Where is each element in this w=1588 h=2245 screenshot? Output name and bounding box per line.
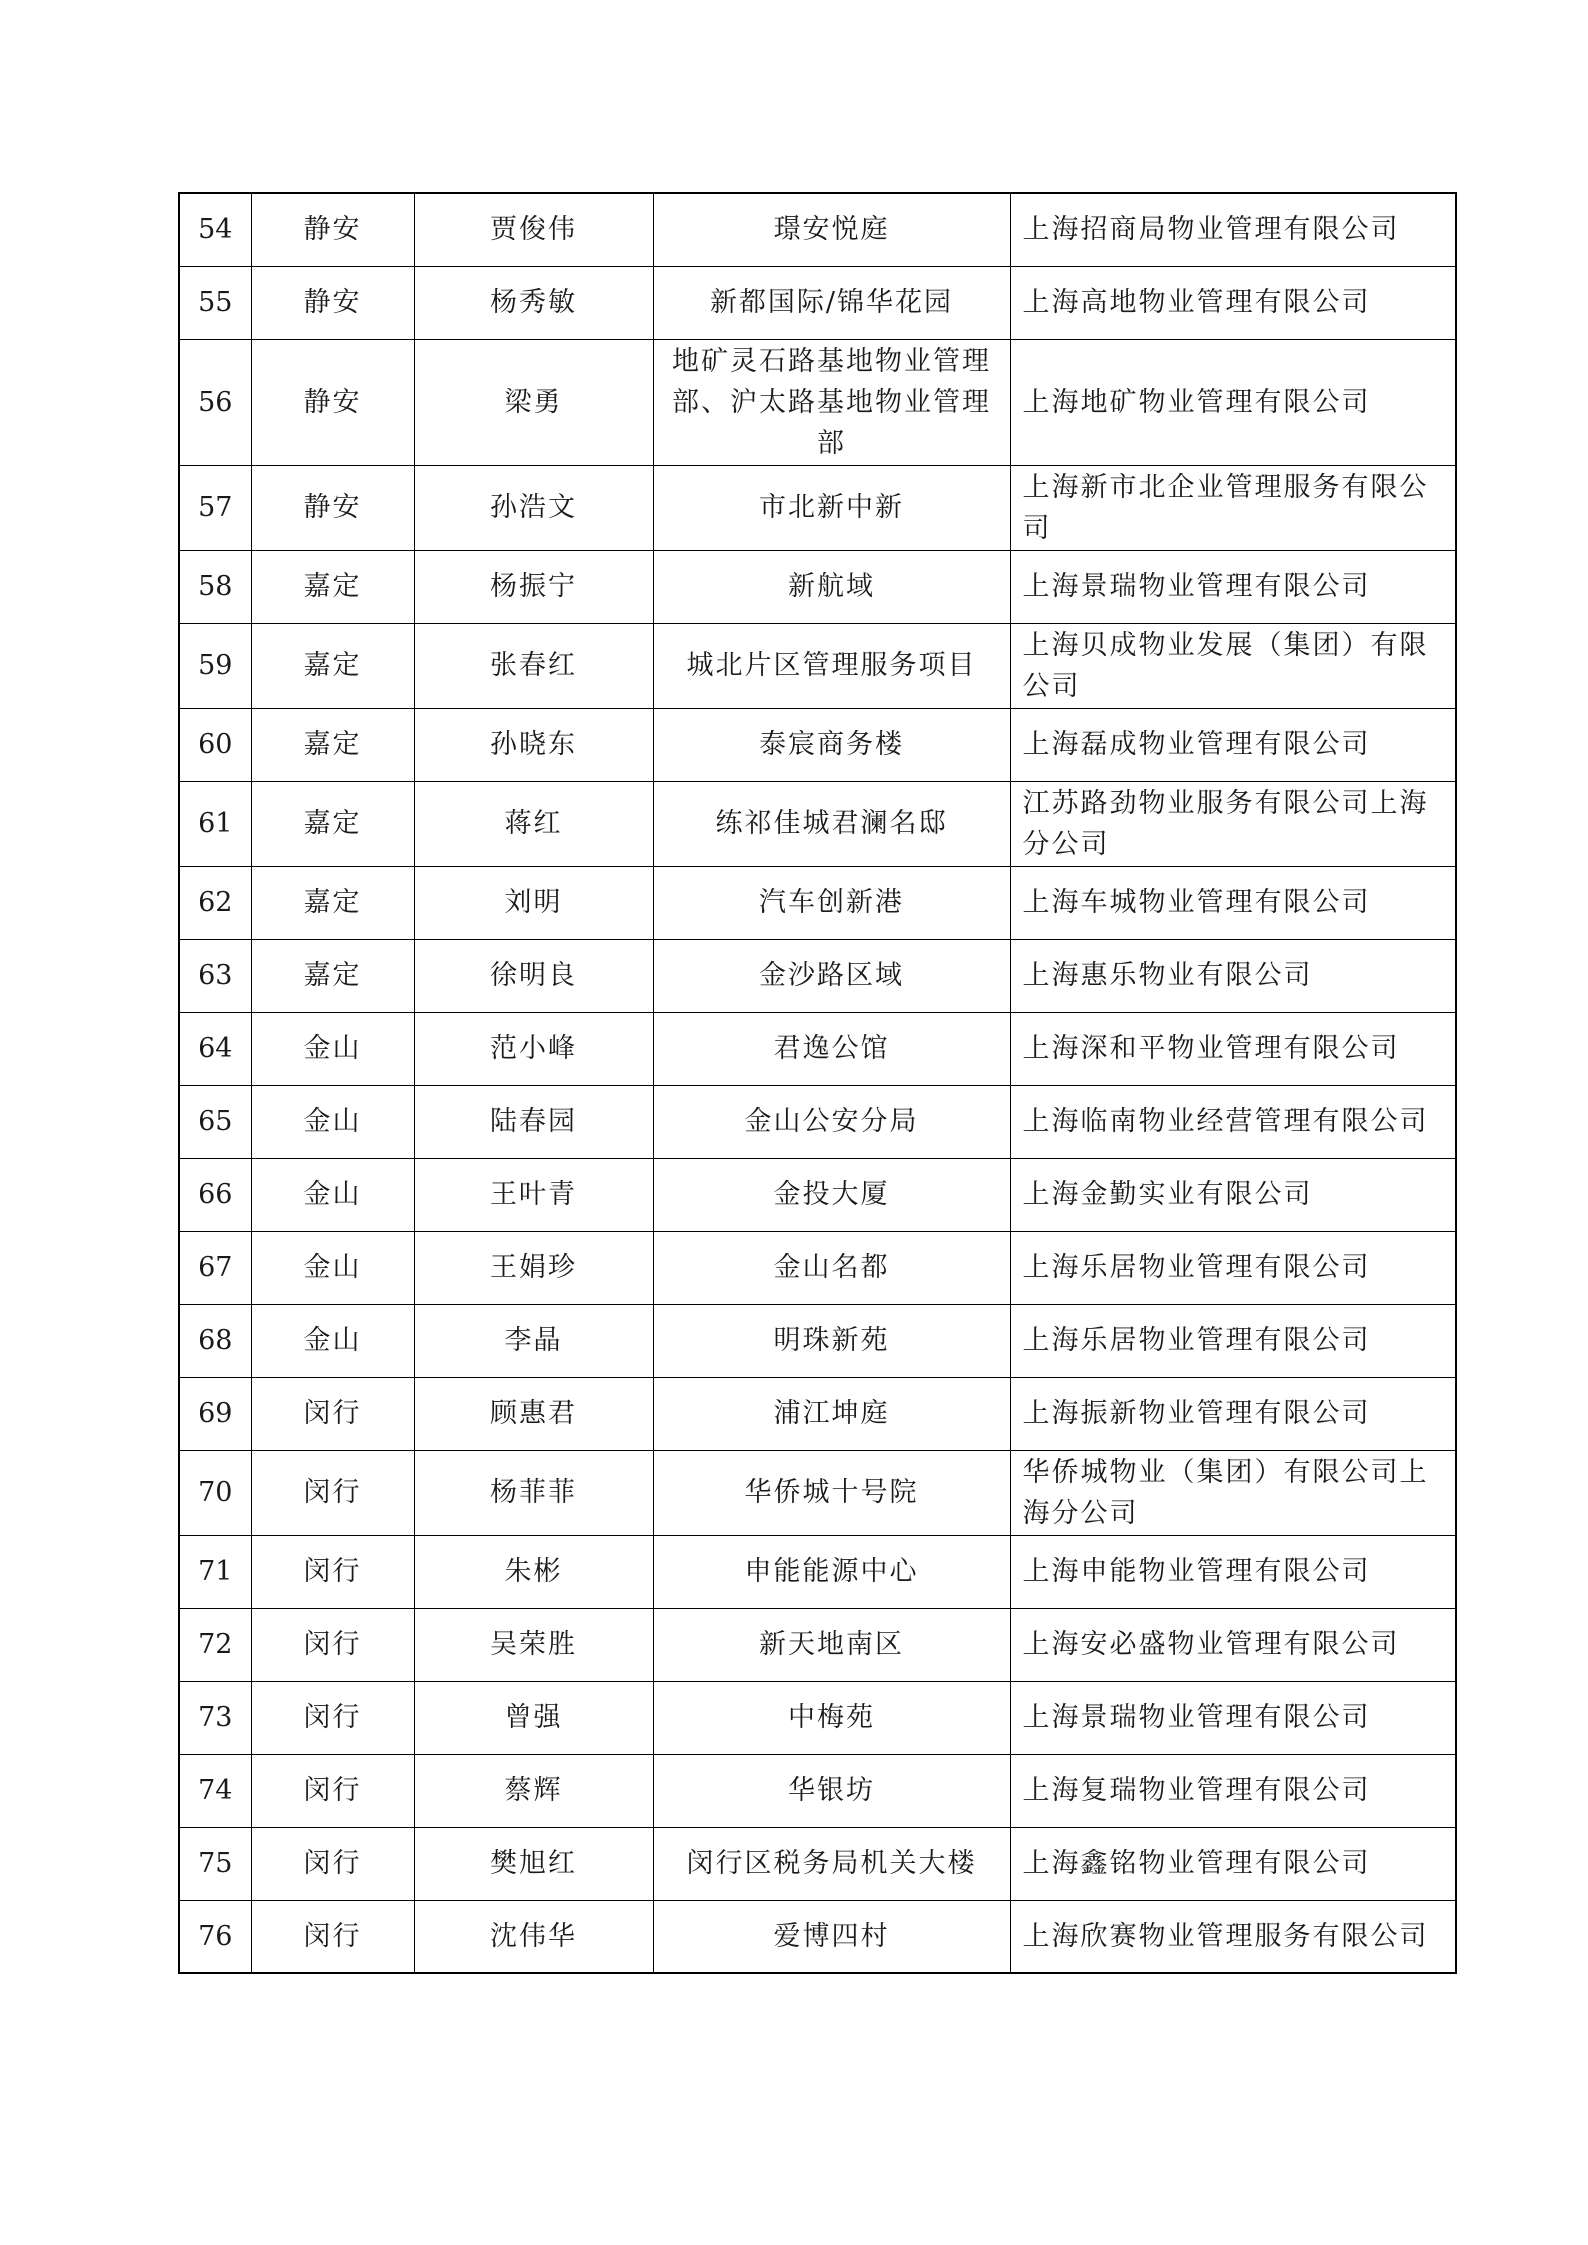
- company-cell: 上海复瑞物业管理有限公司: [1010, 1754, 1456, 1827]
- table-row: [179, 1377, 1456, 1450]
- row-number: 59: [179, 623, 251, 708]
- project-cell: 金山名都: [653, 1231, 1010, 1304]
- table-row: [179, 708, 1456, 781]
- row-number: 56: [179, 339, 251, 465]
- company-cell: 上海鑫铭物业管理有限公司: [1010, 1827, 1456, 1900]
- project-cell: 地矿灵石路基地物业管理部、沪太路基地物业管理部: [653, 339, 1010, 465]
- manager-name-cell: 杨菲菲: [414, 1450, 653, 1535]
- table-row: [179, 781, 1456, 866]
- table-row: [179, 1158, 1456, 1231]
- company-cell: 上海地矿物业管理有限公司: [1010, 339, 1456, 465]
- district-cell: 静安: [251, 465, 414, 550]
- manager-name-cell: 孙晓东: [414, 708, 653, 781]
- manager-name-cell: 张春红: [414, 623, 653, 708]
- manager-name-cell: 梁勇: [414, 339, 653, 465]
- district-cell: 闵行: [251, 1535, 414, 1608]
- company-cell: 上海贝成物业发展（集团）有限公司: [1010, 623, 1456, 708]
- manager-name-cell: 沈伟华: [414, 1900, 653, 1973]
- project-cell: 君逸公馆: [653, 1012, 1010, 1085]
- row-number: 76: [179, 1900, 251, 1973]
- row-number: 67: [179, 1231, 251, 1304]
- project-cell: 申能能源中心: [653, 1535, 1010, 1608]
- row-number: 55: [179, 266, 251, 339]
- table-row: [179, 266, 1456, 339]
- project-cell: 城北片区管理服务项目: [653, 623, 1010, 708]
- company-cell: 上海临南物业经营管理有限公司: [1010, 1085, 1456, 1158]
- row-number: 64: [179, 1012, 251, 1085]
- district-cell: 金山: [251, 1085, 414, 1158]
- row-number: 72: [179, 1608, 251, 1681]
- table-row: [179, 1231, 1456, 1304]
- district-cell: 闵行: [251, 1827, 414, 1900]
- row-number: 73: [179, 1681, 251, 1754]
- table-row: [179, 1608, 1456, 1681]
- table-row: [179, 465, 1456, 550]
- company-cell: 上海景瑞物业管理有限公司: [1010, 1681, 1456, 1754]
- project-cell: 泰宸商务楼: [653, 708, 1010, 781]
- row-number: 58: [179, 550, 251, 623]
- row-number: 57: [179, 465, 251, 550]
- table-row: [179, 550, 1456, 623]
- row-number: 74: [179, 1754, 251, 1827]
- company-cell: 上海车城物业管理有限公司: [1010, 866, 1456, 939]
- manager-name-cell: 贾俊伟: [414, 193, 653, 266]
- manager-name-cell: 刘明: [414, 866, 653, 939]
- row-number: 69: [179, 1377, 251, 1450]
- project-cell: 明珠新苑: [653, 1304, 1010, 1377]
- company-cell: 上海招商局物业管理有限公司: [1010, 193, 1456, 266]
- project-cell: 市北新中新: [653, 465, 1010, 550]
- row-number: 70: [179, 1450, 251, 1535]
- table-row: [179, 1085, 1456, 1158]
- district-cell: 金山: [251, 1012, 414, 1085]
- table-row: [179, 1827, 1456, 1900]
- project-cell: 金投大厦: [653, 1158, 1010, 1231]
- manager-name-cell: 孙浩文: [414, 465, 653, 550]
- company-cell: 上海振新物业管理有限公司: [1010, 1377, 1456, 1450]
- district-cell: 闵行: [251, 1900, 414, 1973]
- table-row: [179, 1012, 1456, 1085]
- project-cell: 华侨城十号院: [653, 1450, 1010, 1535]
- company-cell: 上海惠乐物业有限公司: [1010, 939, 1456, 1012]
- company-cell: 上海景瑞物业管理有限公司: [1010, 550, 1456, 623]
- company-cell: 上海高地物业管理有限公司: [1010, 266, 1456, 339]
- table-row: [179, 1450, 1456, 1535]
- district-cell: 嘉定: [251, 866, 414, 939]
- row-number: 66: [179, 1158, 251, 1231]
- table-row: [179, 1681, 1456, 1754]
- district-cell: 嘉定: [251, 939, 414, 1012]
- manager-name-cell: 樊旭红: [414, 1827, 653, 1900]
- manager-name-cell: 蔡辉: [414, 1754, 653, 1827]
- manager-name-cell: 蒋红: [414, 781, 653, 866]
- project-cell: 金沙路区域: [653, 939, 1010, 1012]
- row-number: 63: [179, 939, 251, 1012]
- row-number: 60: [179, 708, 251, 781]
- manager-name-cell: 朱彬: [414, 1535, 653, 1608]
- project-cell: 新都国际/锦华花园: [653, 266, 1010, 339]
- row-number: 62: [179, 866, 251, 939]
- company-cell: 华侨城物业（集团）有限公司上海分公司: [1010, 1450, 1456, 1535]
- table-row: [179, 1304, 1456, 1377]
- district-cell: 静安: [251, 193, 414, 266]
- table-row: [179, 1900, 1456, 1973]
- project-cell: 华银坊: [653, 1754, 1010, 1827]
- project-cell: 中梅苑: [653, 1681, 1010, 1754]
- district-cell: 静安: [251, 339, 414, 465]
- project-cell: 浦江坤庭: [653, 1377, 1010, 1450]
- manager-name-cell: 李晶: [414, 1304, 653, 1377]
- row-number: 61: [179, 781, 251, 866]
- row-number: 65: [179, 1085, 251, 1158]
- property-manager-table: [178, 192, 1457, 1974]
- table-row: [179, 866, 1456, 939]
- company-cell: 上海新市北企业管理服务有限公司: [1010, 465, 1456, 550]
- district-cell: 金山: [251, 1158, 414, 1231]
- table-row: [179, 1754, 1456, 1827]
- company-cell: 江苏路劲物业服务有限公司上海分公司: [1010, 781, 1456, 866]
- project-cell: 金山公安分局: [653, 1085, 1010, 1158]
- project-cell: 新航域: [653, 550, 1010, 623]
- project-cell: 汽车创新港: [653, 866, 1010, 939]
- district-cell: 嘉定: [251, 708, 414, 781]
- district-cell: 金山: [251, 1231, 414, 1304]
- table-row: [179, 939, 1456, 1012]
- project-cell: 闵行区税务局机关大楼: [653, 1827, 1010, 1900]
- manager-name-cell: 陆春园: [414, 1085, 653, 1158]
- manager-name-cell: 顾惠君: [414, 1377, 653, 1450]
- manager-name-cell: 王娟珍: [414, 1231, 653, 1304]
- district-cell: 闵行: [251, 1681, 414, 1754]
- district-cell: 嘉定: [251, 550, 414, 623]
- manager-name-cell: 范小峰: [414, 1012, 653, 1085]
- manager-name-cell: 王叶青: [414, 1158, 653, 1231]
- district-cell: 闵行: [251, 1608, 414, 1681]
- company-cell: 上海安必盛物业管理有限公司: [1010, 1608, 1456, 1681]
- district-cell: 金山: [251, 1304, 414, 1377]
- company-cell: 上海欣赛物业管理服务有限公司: [1010, 1900, 1456, 1973]
- district-cell: 静安: [251, 266, 414, 339]
- company-cell: 上海金勤实业有限公司: [1010, 1158, 1456, 1231]
- table-row: [179, 1535, 1456, 1608]
- project-cell: 新天地南区: [653, 1608, 1010, 1681]
- table-row: [179, 339, 1456, 465]
- manager-name-cell: 杨秀敏: [414, 266, 653, 339]
- table-row: [179, 623, 1456, 708]
- company-cell: 上海深和平物业管理有限公司: [1010, 1012, 1456, 1085]
- district-cell: 闵行: [251, 1377, 414, 1450]
- project-cell: 爱博四村: [653, 1900, 1010, 1973]
- company-cell: 上海乐居物业管理有限公司: [1010, 1231, 1456, 1304]
- row-number: 75: [179, 1827, 251, 1900]
- company-cell: 上海申能物业管理有限公司: [1010, 1535, 1456, 1608]
- district-cell: 闵行: [251, 1450, 414, 1535]
- manager-name-cell: 杨振宁: [414, 550, 653, 623]
- project-cell: 璟安悦庭: [653, 193, 1010, 266]
- manager-name-cell: 徐明良: [414, 939, 653, 1012]
- table-row: [179, 193, 1456, 266]
- project-cell: 练祁佳城君澜名邸: [653, 781, 1010, 866]
- company-cell: 上海磊成物业管理有限公司: [1010, 708, 1456, 781]
- district-cell: 嘉定: [251, 623, 414, 708]
- district-cell: 闵行: [251, 1754, 414, 1827]
- company-cell: 上海乐居物业管理有限公司: [1010, 1304, 1456, 1377]
- district-cell: 嘉定: [251, 781, 414, 866]
- row-number: 54: [179, 193, 251, 266]
- manager-name-cell: 吴荣胜: [414, 1608, 653, 1681]
- table-body: [179, 193, 1456, 1973]
- row-number: 71: [179, 1535, 251, 1608]
- row-number: 68: [179, 1304, 251, 1377]
- manager-name-cell: 曾强: [414, 1681, 653, 1754]
